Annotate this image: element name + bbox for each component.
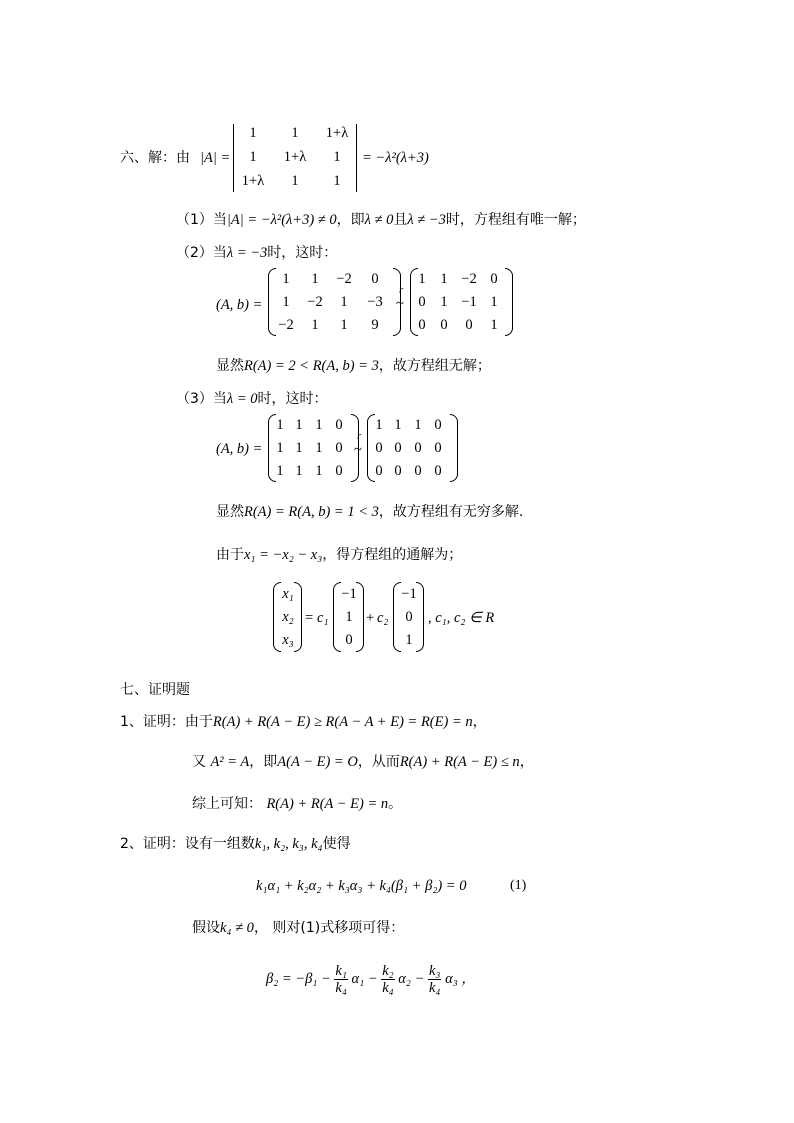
matrix-cell: 1 [394, 417, 402, 433]
proof2-equation-2: β₂ = −β₁ − $\frac{\text{k₁}}{\text{k₄}}$ α₁ − $\frac{\text{k₂}}{\text{k₄}}$ α₂ − $\frac{\text{k₃}}{\text{k₄}}$ α₃ ， [266, 963, 476, 997]
matrix-cell: 0 [434, 417, 442, 433]
matrix-cell: 1 [375, 417, 383, 433]
case3-lhs: (A, b) = [216, 441, 263, 457]
vector-cell: 1 [345, 609, 353, 625]
matrix-cell: 0 [394, 440, 402, 456]
det-cell: 1 [249, 149, 257, 165]
det-rhs: = −λ²(λ+3) [362, 150, 429, 166]
matrix-cell: 0 [335, 463, 343, 479]
matrix-cell: 1 [282, 294, 290, 310]
case2-conclusion: 显然R(A) = 2 < R(A, b) = 3，故方程组无解； [216, 358, 491, 374]
matrix-cell: 1 [276, 440, 284, 456]
matrix-cell: −2 [278, 317, 294, 333]
proof1-line2: 又 A² = A，即A(A − E) = O，从而R(A) + R(A − E) ≤ n， [192, 754, 534, 770]
matrix-cell: 1 [315, 440, 323, 456]
case2-rel-r: r [399, 284, 404, 296]
case2-matrix-2 [410, 268, 514, 336]
equation-number-1: (1) [510, 878, 527, 893]
det-cell: 1 [249, 125, 257, 141]
matrix-cell: 1 [440, 294, 448, 310]
matrix-cell: −2 [336, 271, 352, 287]
case2-line: （2）当λ = −3时，这时： [176, 245, 338, 261]
matrix-cell: 0 [375, 440, 383, 456]
fraction-k1-k4: $\frac{\text{k₁}}{\text{k₄}}$ [335, 963, 347, 997]
v1-vector [333, 582, 365, 652]
det-cell: 1 [291, 125, 299, 141]
case2-lhs: (A, b) = [216, 297, 263, 313]
matrix-cell: 1 [340, 317, 348, 333]
matrix-cell: 1 [414, 417, 422, 433]
case3-matrix-1 [268, 414, 360, 482]
det-cell: 1+λ [283, 149, 307, 165]
matrix-cell: 0 [434, 463, 442, 479]
matrix-cell: 0 [371, 271, 379, 287]
matrix-cell: 0 [414, 463, 422, 479]
case3-matrix-2 [367, 414, 459, 482]
matrix-cell: 1 [440, 271, 448, 287]
matrix-cell: −3 [367, 294, 383, 310]
v2-vector [393, 582, 425, 652]
x-vector [273, 582, 303, 652]
coef-c1: c₁ [317, 610, 329, 626]
coef-c2: c₂ [377, 610, 389, 626]
matrix-cell: 1 [315, 463, 323, 479]
matrix-cell: 0 [418, 294, 426, 310]
case3-tilde: ~ [354, 442, 362, 458]
vector-cell: 0 [345, 632, 353, 648]
determinant [233, 124, 358, 192]
proof2-line1: 2、证明：设有一组数k₁, k₂, k₃, k₄使得 [120, 836, 351, 852]
solution-tail: , c₁, c₂ ∈ R [428, 610, 495, 626]
vector-cell: 1 [405, 632, 413, 648]
vector-cell: x₁ [282, 586, 294, 602]
matrix-cell: −2 [307, 294, 323, 310]
matrix-cell: 1 [311, 271, 319, 287]
case1-line: （1）当|A| = −λ²(λ+3) ≠ 0，即λ ≠ 0且λ ≠ −3时，方程组有唯一解； [176, 212, 586, 228]
matrix-cell: 9 [371, 317, 379, 333]
det-cell: 1 [333, 149, 341, 165]
proof2-line3: 假设k₄ ≠ 0， 则对(1)式移项可得： [192, 920, 405, 936]
matrix-cell: 1 [418, 271, 426, 287]
case3-rel-r: r [357, 430, 362, 442]
det-cell: 1 [333, 173, 341, 189]
matrix-cell: 0 [440, 317, 448, 333]
matrix-cell: 0 [418, 317, 426, 333]
matrix-cell: 0 [335, 417, 343, 433]
proof1-line3: 综上可知： R(A) + R(A − E) = n。 [192, 796, 403, 812]
case3-conclusion: 显然R(A) = R(A, b) = 1 < 3，故方程组有无穷多解. [216, 504, 524, 520]
det-lhs: |A| = [200, 150, 231, 166]
case2-tilde: ~ [396, 296, 404, 312]
case3-line: （3）当λ = 0时，这时： [176, 391, 328, 407]
matrix-cell: 0 [394, 463, 402, 479]
det-cell: 1+λ [325, 125, 349, 141]
matrix-cell: −1 [461, 294, 477, 310]
proof1-line1: 1、证明：由于R(A) + R(A − E) ≥ R(A − A + E) = R(E) = n， [120, 714, 487, 730]
matrix-cell: 1 [490, 294, 498, 310]
det-cell: 1+λ [241, 173, 265, 189]
matrix-cell: 1 [276, 417, 284, 433]
det-cell: 1 [291, 173, 299, 189]
matrix-cell: 0 [465, 317, 473, 333]
vector-cell: 0 [405, 609, 413, 625]
matrix-cell: 1 [311, 317, 319, 333]
solution-equals: = [305, 610, 314, 626]
matrix-cell: 0 [434, 440, 442, 456]
matrix-cell: 1 [295, 440, 303, 456]
vector-cell: −1 [341, 586, 357, 602]
fraction-k2-k4: $\frac{\text{k₂}}{\text{k₄}}$ [382, 963, 394, 997]
matrix-cell: 1 [340, 294, 348, 310]
vector-cell: x₂ [282, 609, 294, 625]
matrix-cell: 1 [490, 317, 498, 333]
vector-cell: −1 [401, 586, 417, 602]
matrix-cell: 0 [375, 463, 383, 479]
section6-heading: 六、解：由 [120, 150, 190, 166]
case3-solution-intro: 由于x₁ = −x₂ − x₃，得方程组的通解为； [216, 547, 463, 563]
matrix-cell: 1 [295, 463, 303, 479]
matrix-cell: 1 [295, 417, 303, 433]
vector-cell: x₃ [282, 632, 294, 648]
proof2-equation-1: k₁α₁ + k₂α₂ + k₃α₃ + k₄(β₁ + β₂) = 0 [256, 878, 467, 894]
matrix-cell: 1 [315, 417, 323, 433]
matrix-cell: 0 [414, 440, 422, 456]
section7-heading: 七、证明题 [120, 682, 190, 698]
matrix-cell: 0 [335, 440, 343, 456]
matrix-cell: −2 [461, 271, 477, 287]
solution-plus: + [366, 610, 375, 626]
matrix-cell: 1 [276, 463, 284, 479]
matrix-cell: 1 [282, 271, 290, 287]
matrix-cell: 0 [490, 271, 498, 287]
fraction-k3-k4: $\frac{\text{k₃}}{\text{k₄}}$ [428, 963, 441, 997]
case2-matrix-1 [268, 268, 402, 336]
